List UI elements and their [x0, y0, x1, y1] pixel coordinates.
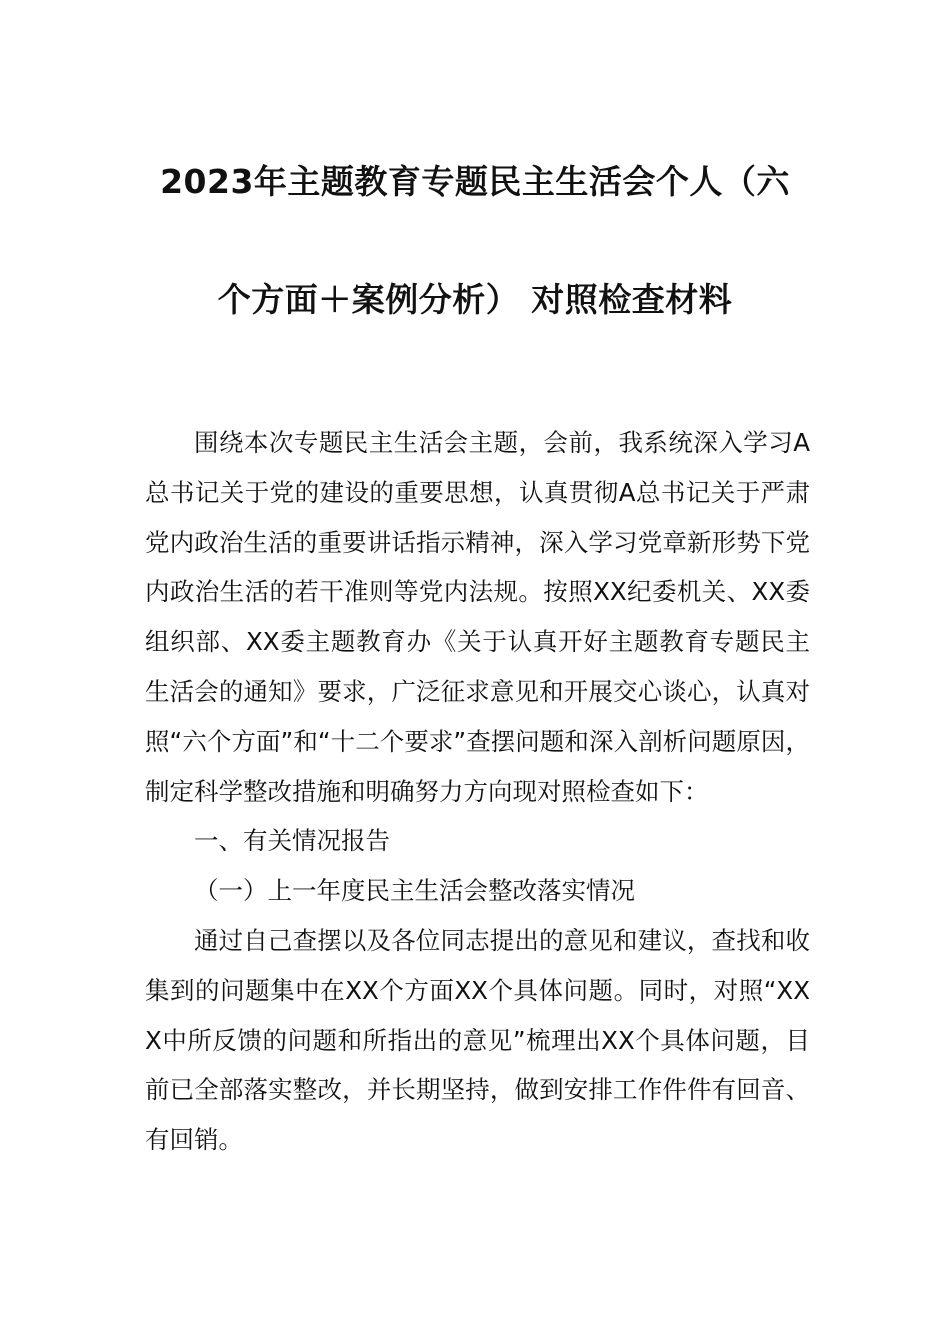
intro-paragraph: 围绕本次专题民主生活会主题，会前，我系统深入学习A总书记关于党的建设的重要思想，认真贯彻A总书记关于严肃党内政治生活的重要讲话指示精神，深入学习党章新形势下党内政治生活的若干准则等党内法规。按照XX纪委机关、XX委组织部、XX委主题教育办《关于认真开好主题教育专题民主生活会的通知》要求，广泛征求意见和开展交心谈心，认真对照“六个方面”和“十二个要求”查摆问题和深入剖析问题原因，制定科学整改措施和明确努力方向现对照检查如下：: [145, 428, 810, 806]
document-title-line-1: 2023年主题教育专题民主生活会个人（六: [160, 162, 790, 201]
subsection-heading-1: （一）上一年度民主生活会整改落实情况: [194, 876, 635, 906]
subsection-paragraph-1: 通过自己查摆以及各位同志提出的意见和建议，查找和收集到的问题集中在XX个方面XX个具体问题。同时，对照“XXX中所反馈的问题和所指出的意见”梳理出XX个具体问题，目前已全部落实整改，并长期坚持，做到安排工作件件有回音、有回销。: [145, 925, 810, 1155]
document-body: [145, 418, 810, 1165]
section-heading-1: 一、有关情况报告: [194, 826, 390, 856]
document-title-line-2: 个方面＋案例分析） 对照检查材料: [217, 280, 733, 319]
